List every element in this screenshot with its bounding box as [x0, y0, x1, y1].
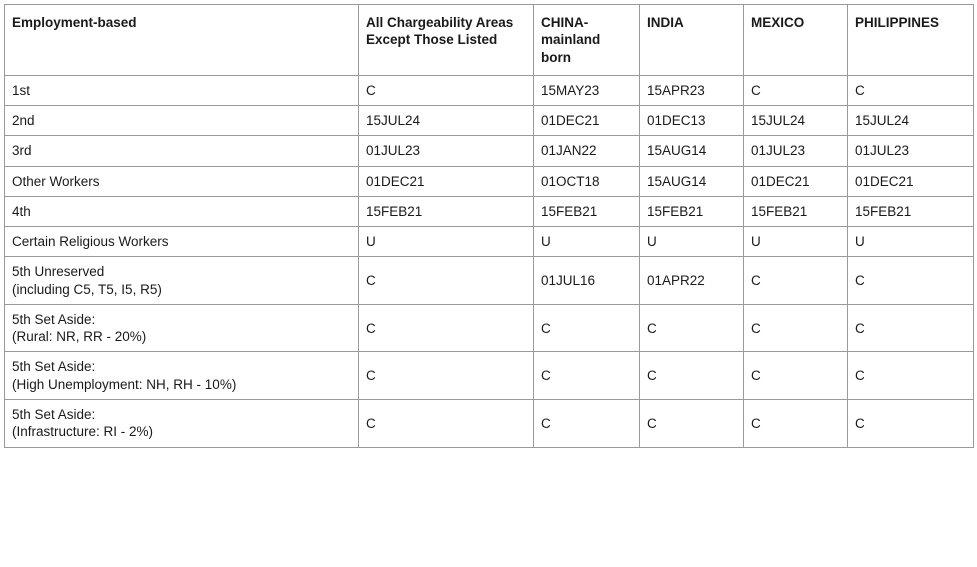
row-category-line1: 1st	[12, 82, 31, 98]
cell-all: C	[359, 257, 534, 305]
row-category-line2: (High Unemployment: NH, RH - 10%)	[12, 376, 237, 392]
cell-philippines: C	[848, 352, 974, 400]
cell-all: C	[359, 75, 534, 105]
cell-china: C	[534, 304, 640, 352]
row-category-line2: (including C5, T5, I5, R5)	[12, 281, 162, 297]
cell-philippines: C	[848, 75, 974, 105]
row-category	[5, 352, 359, 400]
cell-mexico: C	[744, 75, 848, 105]
cell-india: 01DEC13	[640, 106, 744, 136]
table-row	[5, 106, 974, 136]
row-category-line2: (Infrastructure: RI - 2%)	[12, 424, 154, 440]
row-category	[5, 75, 359, 105]
cell-india: 15FEB21	[640, 196, 744, 226]
row-category-line2: (Rural: NR, RR - 20%)	[12, 329, 147, 345]
cell-philippines: 01JUL23	[848, 136, 974, 166]
table-row	[5, 227, 974, 257]
row-category	[5, 196, 359, 226]
row-category	[5, 399, 359, 447]
cell-mexico: C	[744, 352, 848, 400]
cell-all: U	[359, 227, 534, 257]
cell-india: C	[640, 304, 744, 352]
cell-china: 01DEC21	[534, 106, 640, 136]
cell-mexico: 15JUL24	[744, 106, 848, 136]
cell-china: C	[534, 399, 640, 447]
cell-mexico: C	[744, 304, 848, 352]
row-category	[5, 257, 359, 305]
cell-philippines: 15JUL24	[848, 106, 974, 136]
table-row	[5, 304, 974, 352]
cell-all: 01JUL23	[359, 136, 534, 166]
column-header-mexico: MEXICO	[744, 5, 848, 76]
row-category-line1: 5th Unreserved	[12, 264, 105, 280]
cell-mexico: 01JUL23	[744, 136, 848, 166]
cell-all: 15FEB21	[359, 196, 534, 226]
cell-china: 01JUL16	[534, 257, 640, 305]
row-category-line1: 5th Set Aside:	[12, 311, 96, 327]
table-header-row	[5, 5, 974, 76]
cell-philippines: 01DEC21	[848, 166, 974, 196]
cell-india: 01APR22	[640, 257, 744, 305]
cell-china: 15FEB21	[534, 196, 640, 226]
employment-based-visa-table	[4, 4, 974, 448]
table-row	[5, 166, 974, 196]
column-header-philippines: PHILIPPINES	[848, 5, 974, 76]
column-header-china-mainland-born: CHINA-mainland born	[534, 5, 640, 76]
cell-india: 15AUG14	[640, 166, 744, 196]
cell-mexico: 15FEB21	[744, 196, 848, 226]
cell-india: 15AUG14	[640, 136, 744, 166]
cell-all: C	[359, 352, 534, 400]
cell-china: 01JAN22	[534, 136, 640, 166]
column-header-india: INDIA	[640, 5, 744, 76]
cell-mexico: U	[744, 227, 848, 257]
cell-philippines: 15FEB21	[848, 196, 974, 226]
cell-all: C	[359, 399, 534, 447]
column-header-all-chargeability-areas: All Chargeability Areas Except Those Listed	[359, 5, 534, 76]
row-category-line1: 3rd	[12, 143, 32, 159]
cell-philippines: C	[848, 399, 974, 447]
cell-india: C	[640, 399, 744, 447]
row-category-line1: Certain Religious Workers	[12, 234, 169, 250]
row-category	[5, 106, 359, 136]
cell-mexico: 01DEC21	[744, 166, 848, 196]
cell-all: 15JUL24	[359, 106, 534, 136]
table-row	[5, 257, 974, 305]
cell-philippines: C	[848, 304, 974, 352]
table-row	[5, 196, 974, 226]
cell-mexico: C	[744, 257, 848, 305]
cell-china: C	[534, 352, 640, 400]
column-header-employment-based: Employment-based	[5, 5, 359, 76]
cell-philippines: U	[848, 227, 974, 257]
cell-all: C	[359, 304, 534, 352]
row-category-line1: Other Workers	[12, 173, 100, 189]
cell-india: 15APR23	[640, 75, 744, 105]
table-row	[5, 399, 974, 447]
table-row	[5, 75, 974, 105]
cell-all: 01DEC21	[359, 166, 534, 196]
row-category-line1: 4th	[12, 203, 31, 219]
cell-india: C	[640, 352, 744, 400]
row-category	[5, 304, 359, 352]
row-category-line1: 5th Set Aside:	[12, 406, 96, 422]
row-category	[5, 136, 359, 166]
row-category-line1: 2nd	[12, 113, 35, 129]
cell-india: U	[640, 227, 744, 257]
cell-china: U	[534, 227, 640, 257]
table-row	[5, 352, 974, 400]
cell-philippines: C	[848, 257, 974, 305]
cell-china: 15MAY23	[534, 75, 640, 105]
table-row	[5, 136, 974, 166]
row-category-line1: 5th Set Aside:	[12, 359, 96, 375]
row-category	[5, 166, 359, 196]
cell-mexico: C	[744, 399, 848, 447]
row-category	[5, 227, 359, 257]
cell-china: 01OCT18	[534, 166, 640, 196]
